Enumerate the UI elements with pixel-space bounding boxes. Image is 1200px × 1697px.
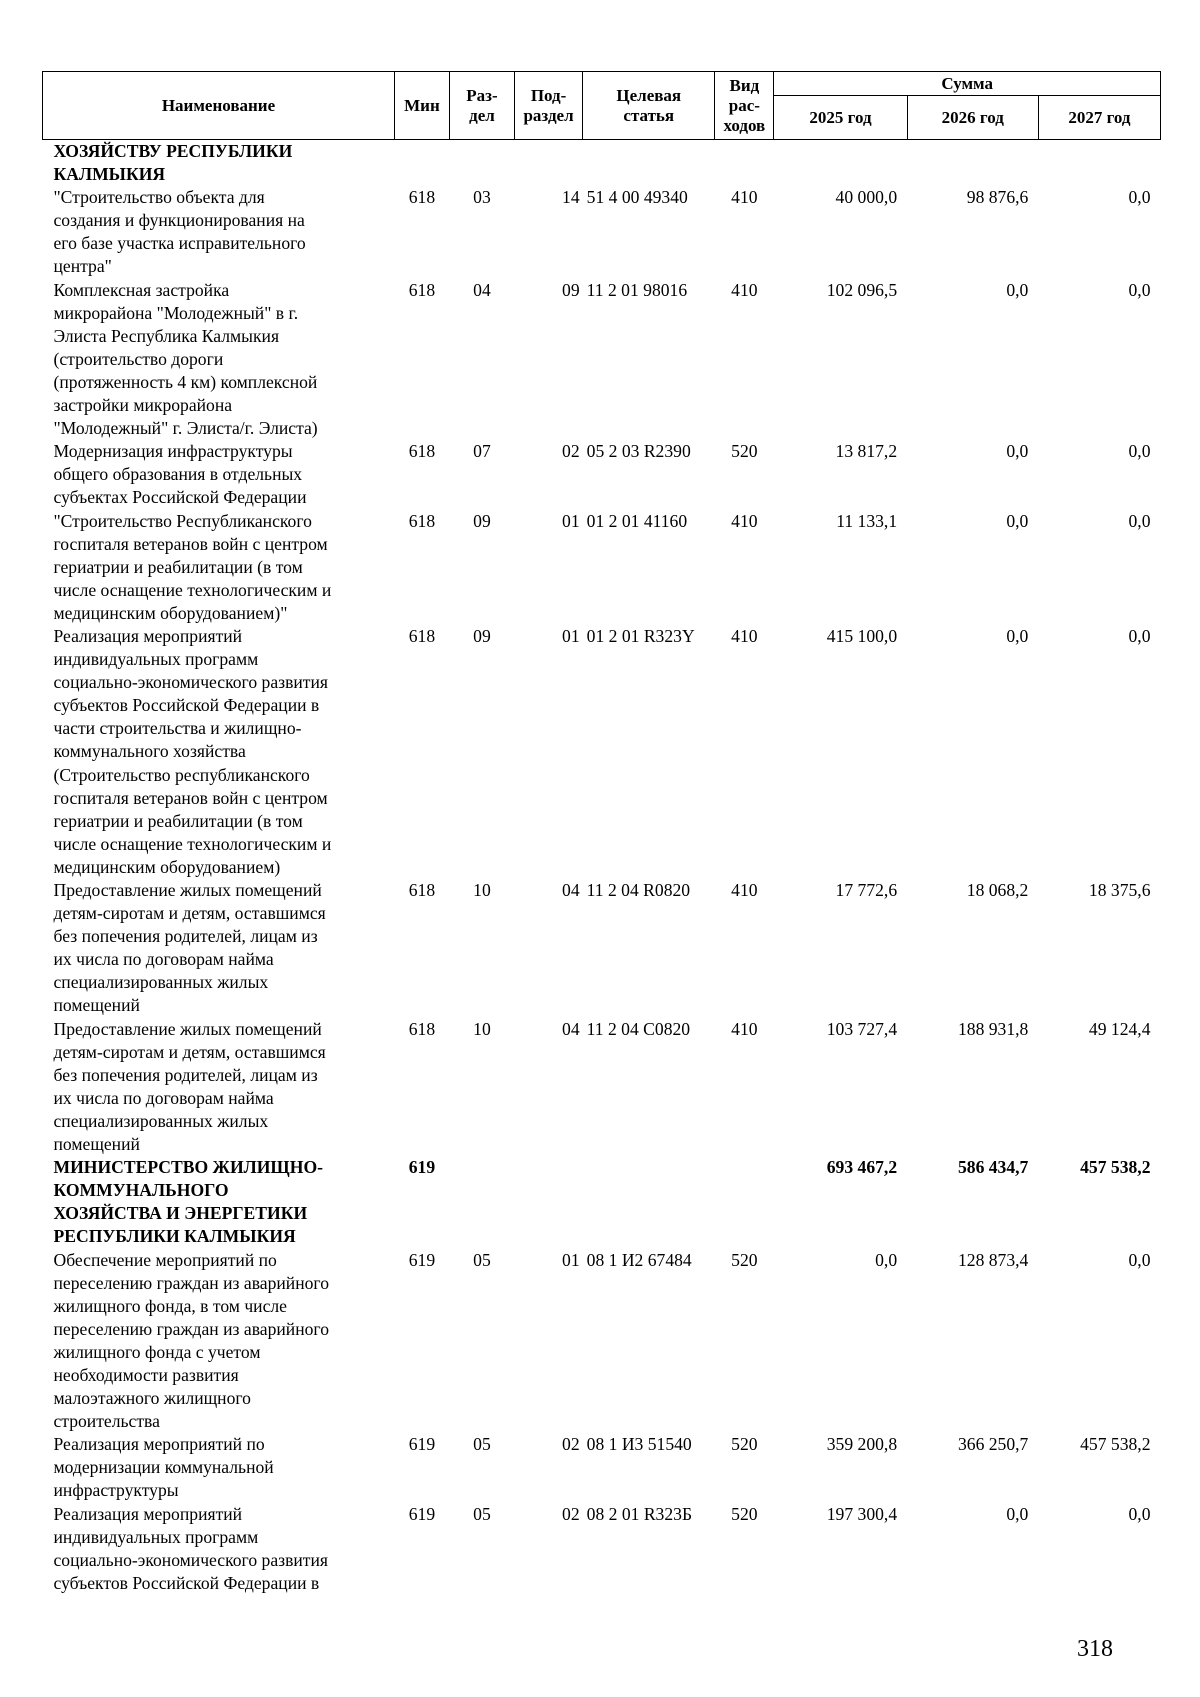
cell-podrazdel: 01 (562, 510, 580, 531)
cell-name: Реализация мероприятий по модернизации коммунальной инфраструктуры (53, 1434, 274, 1501)
cell-name: Предоставление жилых помещений детям-сиротам и детям, оставшимся без попечения родителей, лицам из их числа по договорам найма специализированных жилых помещений (53, 880, 326, 1016)
header-2025: 2025 год (774, 96, 907, 140)
cell-razdel: 05 (473, 1249, 491, 1270)
document-page (42, 71, 1161, 1595)
table-row (43, 879, 1161, 1018)
cell-min: 618 (408, 510, 436, 531)
cell-vid: 410 (731, 187, 758, 208)
cell-2027: 0,0 (1128, 510, 1151, 531)
cell-vid: 410 (731, 625, 758, 646)
cell-2026: 0,0 (1006, 510, 1029, 531)
cell-podrazdel (514, 140, 582, 187)
cell-2027: 49 124,4 (1088, 1018, 1151, 1039)
cell-tselevaya: 11 2 04 R0820 (586, 880, 691, 900)
cell-razdel (449, 1156, 514, 1248)
cell-razdel: 09 (473, 625, 491, 646)
cell-2026: 0,0 (1006, 1503, 1029, 1524)
cell-razdel: 10 (473, 880, 491, 900)
cell-2026: 128 873,4 (957, 1249, 1029, 1270)
cell-name: Реализация мероприятий индивидуальных программ социально-экономического развития субъектов Российской Федерации в (53, 1503, 329, 1593)
cell-name: Модернизация инфраструктуры общего образования в отдельных субъектах Российской Федерации (53, 441, 307, 508)
table-row (43, 1503, 1161, 1595)
cell-2026: 188 931,8 (957, 1018, 1029, 1039)
cell-name: МИНИСТЕРСТВО ЖИЛИЩНО- КОММУНАЛЬНОГО ХОЗЯЙСТВА И ЭНЕРГЕТИКИ РЕСПУБЛИКИ КАЛМЫКИЯ (53, 1157, 323, 1247)
cell-2025: 13 817,2 (835, 441, 898, 462)
cell-vid: 520 (731, 1503, 758, 1524)
table-header (43, 72, 1161, 140)
cell-min: 619 (408, 1249, 436, 1270)
cell-podrazdel: 02 (562, 1434, 580, 1455)
cell-2026: 0,0 (1006, 441, 1029, 462)
cell-2025: 359 200,8 (826, 1434, 898, 1455)
cell-vid: 410 (731, 510, 758, 531)
cell-vid: 410 (731, 880, 758, 900)
cell-2027: 457 538,2 (1080, 1157, 1151, 1178)
cell-2027: 0,0 (1128, 279, 1151, 300)
cell-min: 618 (408, 880, 436, 900)
cell-2025: 0,0 (875, 1249, 898, 1270)
table-row (43, 140, 1161, 187)
cell-min: 618 (408, 441, 436, 462)
cell-2026: 98 876,6 (966, 187, 1029, 208)
cell-podrazdel: 04 (562, 1018, 580, 1039)
header-2026: 2026 год (907, 96, 1038, 140)
cell-2025: 415 100,0 (826, 625, 898, 646)
cell-min: 618 (408, 1018, 436, 1039)
cell-2027 (1038, 140, 1160, 187)
cell-min: 618 (408, 279, 436, 300)
cell-vid: 520 (731, 1434, 758, 1455)
cell-name: ХОЗЯЙСТВУ РЕСПУБЛИКИ КАЛМЫКИЯ (53, 141, 293, 185)
cell-tselevaya: 05 2 03 R2390 (586, 441, 691, 462)
cell-min: 618 (408, 187, 436, 208)
cell-vid: 520 (731, 1249, 758, 1270)
cell-2025: 197 300,4 (826, 1503, 898, 1524)
cell-min: 619 (408, 1434, 436, 1455)
table-body (43, 140, 1161, 1595)
cell-2026: 586 434,7 (957, 1157, 1029, 1178)
cell-vid: 410 (731, 279, 758, 300)
cell-podrazdel: 01 (562, 1249, 580, 1270)
cell-2025 (774, 140, 907, 187)
cell-podrazdel: 02 (562, 441, 580, 462)
cell-min: 619 (408, 1503, 436, 1524)
header-razdel: Раз- дел (449, 72, 514, 140)
cell-razdel: 07 (473, 441, 491, 462)
cell-2027: 0,0 (1128, 1249, 1151, 1270)
cell-tselevaya: 01 2 01 41160 (586, 510, 688, 531)
table-row (43, 1249, 1161, 1434)
header-min: Мин (394, 72, 449, 140)
cell-2025: 103 727,4 (826, 1018, 898, 1039)
cell-razdel (449, 140, 514, 187)
cell-min: 618 (408, 625, 436, 646)
cell-razdel: 05 (473, 1434, 491, 1455)
header-vid: Вид рас- ходов (715, 72, 774, 140)
budget-table (42, 71, 1161, 1595)
cell-2025: 693 467,2 (826, 1157, 898, 1178)
cell-tselevaya (583, 140, 715, 187)
cell-tselevaya: 08 2 01 R323Б (586, 1503, 693, 1524)
cell-podrazdel: 09 (562, 279, 580, 300)
cell-vid (715, 1156, 774, 1248)
cell-podrazdel: 02 (562, 1503, 580, 1524)
table-row (43, 279, 1161, 441)
header-2027: 2027 год (1038, 96, 1160, 140)
cell-podrazdel: 01 (562, 625, 580, 646)
cell-min: 619 (408, 1157, 436, 1178)
page-number: 318 (1077, 1636, 1113, 1662)
header-summa: Сумма (774, 72, 1161, 96)
cell-min (394, 140, 449, 187)
table-row (43, 186, 1161, 278)
header-name: Наименование (43, 72, 395, 140)
cell-tselevaya: 11 2 01 98016 (586, 279, 688, 300)
table-row (43, 1156, 1161, 1248)
cell-2027: 0,0 (1128, 187, 1151, 208)
cell-2025: 11 133,1 (836, 510, 898, 531)
cell-razdel: 09 (473, 510, 491, 531)
cell-razdel: 04 (473, 279, 491, 300)
cell-2025: 17 772,6 (835, 880, 898, 900)
cell-tselevaya: 11 2 04 С0820 (586, 1018, 691, 1039)
cell-name: "Строительство объекта для создания и функционирования на его базе участка исправительного центра" (53, 187, 306, 277)
cell-vid: 410 (731, 1018, 758, 1039)
cell-2027: 0,0 (1128, 1503, 1151, 1524)
cell-2026 (907, 140, 1038, 187)
cell-2027: 18 375,6 (1088, 880, 1151, 900)
cell-razdel: 05 (473, 1503, 491, 1524)
cell-2025: 40 000,0 (835, 187, 898, 208)
cell-name: Комплексная застройка микрорайона "Молодежный" в г. Элиста Республика Калмыкия (строительство дороги (протяженность 4 км) комплексной застройки микрорайона "Молодежный" г. Элиста/г. Элиста) (53, 279, 318, 439)
table-row (43, 1433, 1161, 1502)
cell-name: Предоставление жилых помещений детям-сиротам и детям, оставшимся без попечения родителей, лицам из их числа по договорам найма специализированных жилых помещений (53, 1018, 326, 1155)
cell-2026: 366 250,7 (957, 1434, 1029, 1455)
cell-2025: 102 096,5 (826, 279, 898, 300)
cell-name: Обеспечение мероприятий по переселению граждан из аварийного жилищного фонда, в том числе переселению граждан из аварийного жилищного фонда с учетом необходимости развития малоэтажного жилищного строительства (53, 1249, 329, 1432)
cell-tselevaya (583, 1156, 715, 1248)
cell-podrazdel (514, 1156, 582, 1248)
cell-2027: 457 538,2 (1080, 1434, 1151, 1455)
table-row (43, 1018, 1161, 1157)
cell-tselevaya: 51 4 00 49340 (586, 187, 688, 208)
header-podrazdel: Под- раздел (514, 72, 582, 140)
cell-vid: 520 (731, 441, 758, 462)
cell-2027: 0,0 (1128, 625, 1151, 646)
cell-tselevaya: 01 2 01 R323Y (586, 625, 695, 646)
cell-tselevaya: 08 1 И3 51540 (586, 1434, 692, 1455)
cell-razdel: 03 (473, 187, 491, 208)
cell-podrazdel: 14 (562, 187, 580, 208)
cell-razdel: 10 (473, 1018, 491, 1039)
cell-tselevaya: 08 1 И2 67484 (586, 1249, 692, 1270)
cell-2026: 0,0 (1006, 279, 1029, 300)
cell-name: Реализация мероприятий индивидуальных программ социально-экономического развития субъектов Российской Федерации в части строительства и жилищно- коммунального хозяйства (Строительство республиканского госпиталя ветеранов войн с центром гериатрии и реабилитации (в том числе оснащение технологическим и медицинским оборудованием) (53, 625, 332, 877)
cell-name: "Строительство Республиканского госпиталя ветеранов войн с центром гериатрии и реабилитации (в том числе оснащение технологическим и медицинским оборудованием)" (53, 510, 332, 623)
table-row (43, 625, 1161, 879)
cell-2026: 18 068,2 (966, 880, 1029, 900)
cell-2026: 0,0 (1006, 625, 1029, 646)
cell-podrazdel: 04 (562, 880, 580, 900)
header-tselevaya: Целевая статья (583, 72, 715, 140)
cell-vid (715, 140, 774, 187)
table-row (43, 440, 1161, 509)
cell-2027: 0,0 (1128, 441, 1151, 462)
table-row (43, 510, 1161, 625)
